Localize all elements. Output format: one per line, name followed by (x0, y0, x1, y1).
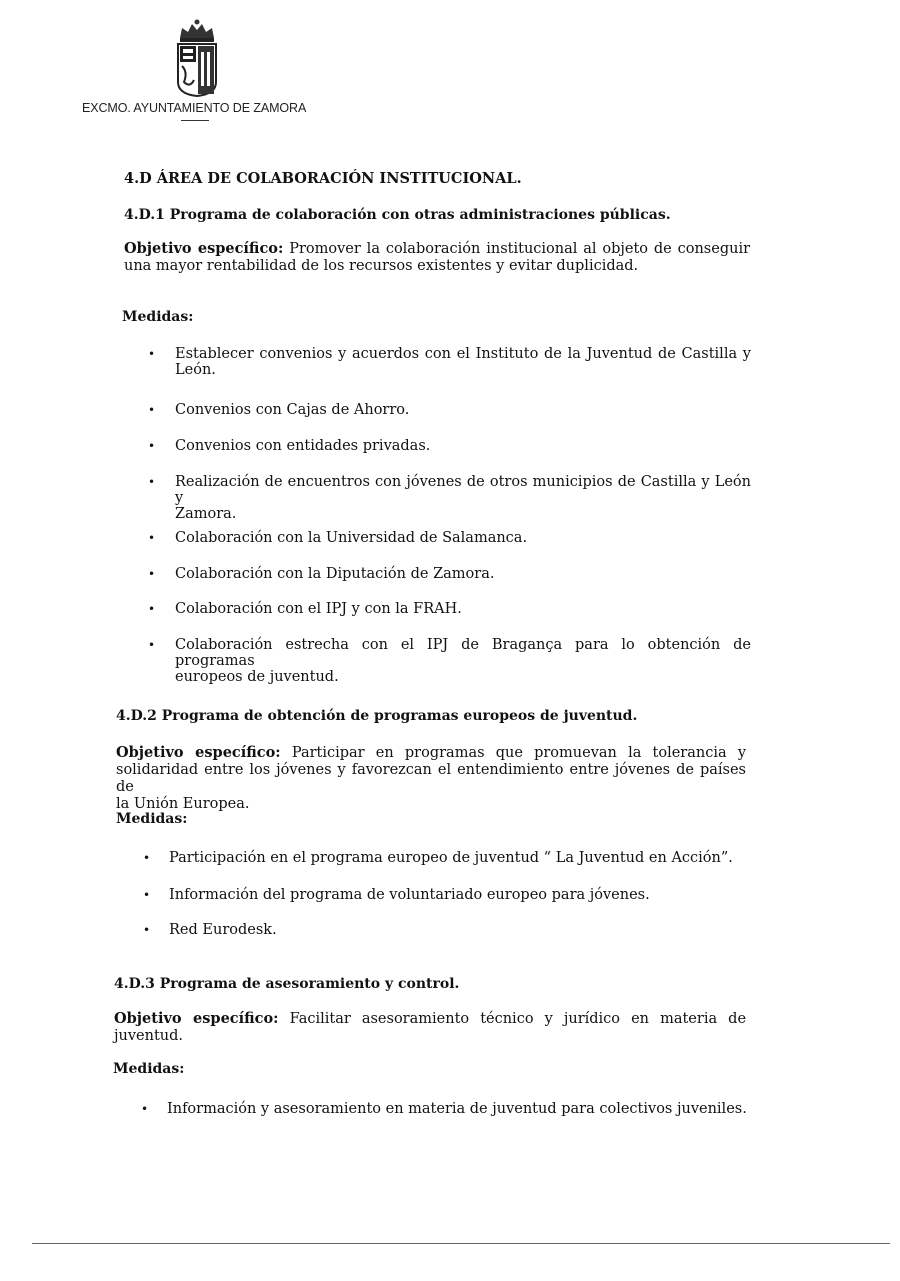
bullet-icon: • (148, 531, 156, 545)
list-item-text: Zamora. (175, 506, 237, 522)
bullet-icon: • (148, 602, 156, 616)
bullet-icon: • (148, 347, 156, 361)
objective-text: Participar en programas que promuevan la tolerancia y (291, 745, 747, 761)
page-footer-rule (32, 1243, 890, 1244)
list-item (175, 530, 751, 546)
list-item (175, 601, 751, 617)
section-1-objective (124, 240, 750, 275)
list-item-text: Colaboración con el IPJ y con la FRAH. (175, 601, 462, 617)
list-item (175, 346, 751, 378)
bullet-icon: • (143, 851, 151, 865)
objective-text: solidaridad entre los jóvenes y favorezcan el entendimiento entre jóvenes de países de (116, 762, 746, 795)
bullet-icon: • (148, 567, 156, 581)
objective-label: Objetivo específico: (116, 744, 281, 761)
coat-of-arms-icon (170, 16, 224, 98)
section-3-objective (114, 1010, 746, 1045)
section-3-title: 4.D.3 Programa de asesoramiento y control. (114, 976, 460, 992)
list-item-text: Participación en el programa europeo de juventud “ La Juventud en Acción”. (169, 850, 733, 866)
list-item-text: León. (175, 362, 216, 378)
list-item (169, 850, 749, 866)
list-item (167, 1101, 747, 1117)
area-title: 4.D ÁREA DE COLABORACIÓN INSTITUCIONAL. (124, 170, 522, 187)
list-item-text: Red Eurodesk. (169, 922, 277, 938)
list-item (175, 402, 751, 418)
bullet-icon: • (148, 439, 156, 453)
bullet-icon: • (143, 923, 151, 937)
list-item-text: Establecer convenios y acuerdos con el Instituto de la Juventud de Castilla y (175, 346, 751, 362)
list-item-text: Colaboración estrecha con el IPJ de Bragança para lo obtención de programas (175, 637, 751, 669)
list-item (169, 887, 749, 903)
list-item-text: Convenios con entidades privadas. (175, 438, 431, 454)
section-2-measures-label: Medidas: (116, 811, 188, 827)
objective-text: Facilitar asesoramiento técnico y jurídico en materia de (289, 1011, 747, 1027)
objective-label: Objetivo específico: (114, 1010, 279, 1027)
objective-text: una mayor rentabilidad de los recursos existentes y evitar duplicidad. (124, 258, 639, 274)
bullet-icon: • (148, 475, 156, 489)
section-3-measures-label: Medidas: (113, 1061, 185, 1077)
objective-label: Objetivo específico: (124, 240, 284, 257)
header-divider (181, 120, 209, 121)
bullet-icon: • (141, 1102, 149, 1116)
list-item-text: Realización de encuentros con jóvenes de otros municipios de Castilla y León y (175, 474, 751, 506)
list-item (175, 474, 751, 522)
list-item-text: europeos de juventud. (175, 669, 339, 685)
list-item (175, 637, 751, 685)
list-item-text: Colaboración con la Diputación de Zamora. (175, 566, 495, 582)
bullet-icon: • (143, 888, 151, 902)
bullet-icon: • (148, 638, 156, 652)
organization-name: EXCMO. AYUNTAMIENTO DE ZAMORA (82, 101, 307, 115)
list-item (169, 922, 749, 938)
section-1-title: 4.D.1 Programa de colaboración con otras administraciones públicas. (124, 207, 671, 223)
list-item (175, 566, 751, 582)
objective-text: Promover la colaboración institucional al objeto de conseguir (289, 241, 751, 257)
list-item (175, 438, 751, 454)
section-2-objective (116, 744, 746, 813)
list-item-text: Colaboración con la Universidad de Salamanca. (175, 530, 528, 546)
bullet-icon: • (148, 403, 156, 417)
objective-text: juventud. (114, 1028, 184, 1044)
objective-text: la Unión Europea. (116, 796, 250, 812)
list-item-text: Convenios con Cajas de Ahorro. (175, 402, 410, 418)
section-1-measures-label: Medidas: (122, 309, 194, 325)
section-2-title: 4.D.2 Programa de obtención de programas europeos de juventud. (116, 708, 638, 724)
list-item-text: Información del programa de voluntariado europeo para jóvenes. (169, 887, 650, 903)
list-item-text: Información y asesoramiento en materia de juventud para colectivos juveniles. (167, 1101, 747, 1117)
